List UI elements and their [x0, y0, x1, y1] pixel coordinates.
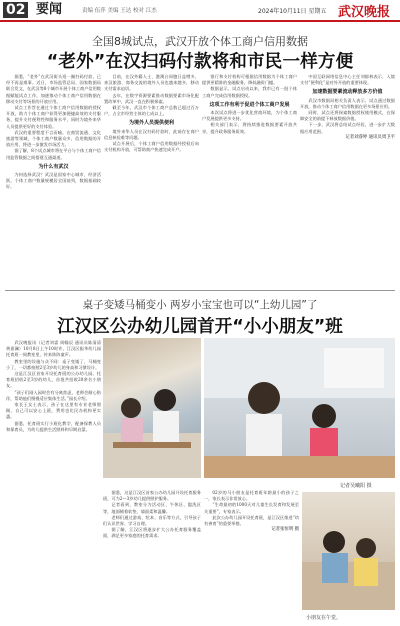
photo-3-illustration	[302, 492, 395, 610]
article1-column-4: 中国互联网络信息中心主任刘郁林表示，入境支付“便利化”是对外开放的重要体现。 加速数据要素流动释放多方价值 武汉市数据局相关负责人表示，试点通过数据开放，推动个体工商户信用数据在更多场景应用。 同时，试点还将探索数据授权使用模式，在保障安全的前提下释放数据价值。 下一步，武汉将总结试点经验，进一步扩大数据应用范围。 记者刘睿婷 通讯员周卫平	[300, 74, 395, 140]
photo-caption-1: 记者吴曦阳 摄	[340, 483, 372, 489]
kindergarten-photo-3	[302, 492, 395, 610]
article2-note-2: “生命最初的1000天对儿童生长发育和发展至关重要”，专家表示。	[204, 502, 299, 514]
article2-kicker: 桌子变矮马桶变小 两岁小宝宝也可以“上幼儿园”了	[82, 299, 318, 311]
article2-byline-end: 记者张恒明 摄	[271, 527, 299, 533]
article2-column-3: 02岁的马小朋友是托育班年龄最小的孩子之一，家长表示非常放心。 “生命最初的1000天对儿童生长发育和发展至关重要”，专家表示。 此次公办幼儿园开设托育班，是江汉区推进“幼有善育”的重要举措。 记者张恒明 摄	[204, 490, 299, 533]
section-divider	[5, 290, 395, 291]
kindergarten-photo-1	[103, 338, 201, 478]
editors-line: 责编 伍萍 美编 王达 校对 江杰	[82, 8, 157, 14]
article1-subhead-1: 为什么有武汉	[38, 163, 69, 170]
newspaper-logo: 武汉晚报	[338, 5, 391, 20]
article1-column-1: 据悉，“老外”在武汉街头逛一圈扫码付款，已经不再是难事。近日，市场监管总局、国家数据局联合发文，在武汉等8个城市开展个体工商户信用数据赋能试点工作，加速推动个体工商户信用数据在移动支付等场景的开放应用。 试点工作旨在通过个体工商户信用数据的授权开放，助力个体工商户获得更加便捷高效的支付服务，提升支付便利性和服务水平，同时为境外来华人员提供更好的支付体验。 武汉的重要程度不言而喻。在商贸流通、文化旅游等领域，个体工商户数量众多，信用数据的开放应用，将进一步激发市场活力。 据了解，8个试点城市将在平台与个体工商户信用监管数据之间搭建互通渠道。 为什么有武汉 为何选择武汉？武汉是国家中心城市，经济活跃，个体工商户数量规模居全国前列，数据基础较好。	[6, 74, 101, 190]
article1-subhead-4: 这项工作有利于促进个体工商户发展	[209, 101, 290, 108]
article1-subhead-2: 为境外人员提供便利	[128, 120, 174, 127]
article2-headline: 江汉区公办幼儿园首开“小小朋友”班	[57, 317, 343, 337]
article2-column-1: 武汉晚报讯（记者刘睿 周翰辰 通讯员陈清清 黄嘉澜）10月8日上午10时许，江汉区振华幼儿园托育班一间教室里，传来阵阵童声。 教室里的设施与众不同：桌子变矮了，马桶变小了，一切都按照2至3岁幼儿的身高和习惯设计。 这是江汉区首家开设托育班的公办幼儿园。托育班招收2至3岁的幼儿，首批共招收20余名小朋友。 “孩子们刚入园时会有分离焦虑，老师会耐心陪伴，帮助他们慢慢适应集体生活。”园长介绍。 家长王女士表示，孩子在这里有专业老师照顾，自己可以安心上班，费用也比民办机构更实惠。 据悉，托育班实行小班化教学，配备保教人员和保育员，为幼儿提供生活照料和早期启蒙。	[6, 340, 101, 432]
article1-headline: “老外”在汉扫码付款将和市民一样方便	[46, 52, 354, 72]
article1-column-2: 目前，在汉外籍人士、港澳台同胞日益增多，来汉旅游、商务交流的境外人员也越来越多，移动支付需求迫切。 去年，在数字资源要素推动数据要素市场化配置改革中，武汉一直在积极探索。 截至今年，武汉市个体工商户总数已超过百万户，占全市经营主体的七成以上。 为境外人员提供便利 境外来华人员在汉扫码付款时，此前存在商户信息核验难等问题。 试点开展后，个体工商户信用数据经授权后向支付机构开放，可帮助商户快速完成开户。	[104, 74, 199, 153]
header-divider	[0, 20, 400, 22]
article1-intro: 据悉，“老外”在武汉街头逛一圈扫码付款，已经不再是难事。近日，市场监管总局、国家数据局联合发文，在武汉等8个城市开展个体工商户信用数据赋能试点工作，加速推动个体工商户信用数据在移动支付等场景的开放应用。	[6, 74, 101, 104]
kindergarten-photo-2	[204, 338, 395, 478]
issue-date: 2024年10月11日 星期五	[258, 8, 327, 15]
article1-kicker: 全国8城试点，武汉开放个体工商户信用数据	[92, 35, 308, 48]
photo-caption-2: 小朋友在午觉。	[306, 615, 342, 621]
article1-byline: 记者刘睿婷 通讯员周卫平	[345, 134, 395, 140]
page-header	[0, 0, 400, 22]
photo-2-illustration	[204, 338, 395, 478]
article2-column-2: 据悉，这是江汉区首家公办幼儿园开设托育服务班，可为2—3岁幼儿提供照护服务。 记者看到，教室分为活动区、午休区、盥洗区等，地面铺着软垫，墙面柔和温馨。 老师们通过游戏、绘本、音乐等方式，引导孩子们认识世界、学习自理。 据了解，江汉区将逐步扩大公办托育服务覆盖面，满足更多家庭的托育需求。	[103, 490, 201, 539]
article2-byline: 武汉晚报讯（记者刘睿 周翰辰 通讯员陈清清 黄嘉澜）10月8日上午10时许，江汉区振华幼儿园托育班一间教室里，传来阵阵童声。	[6, 340, 101, 358]
photo-1-illustration	[103, 338, 201, 478]
article1-subhead-3: 加速数据要素流动释放多方价值	[312, 89, 383, 96]
article1-column-3: 银行和支付机构可根据信用数据为个体工商户提供更精准的金融服务，降低融资门槛。 数据显示，试点启动以来，我市已有一批个体工商户完成信用数据授权。 这项工作有利于促进个体工商户发展 本次试点将进一步优化营商环境，为个体工商户发展提供更多支持。 相关部门表示，将持续推进数据要素开放共享，提升政务服务质效。	[202, 74, 297, 134]
article2-note-1: 据悉，这是江汉区首家公办幼儿园开设托育服务班，可为2—3岁幼儿提供照护服务。	[103, 490, 201, 502]
page-number: 02	[3, 2, 28, 18]
section-title: 要闻	[36, 2, 63, 17]
